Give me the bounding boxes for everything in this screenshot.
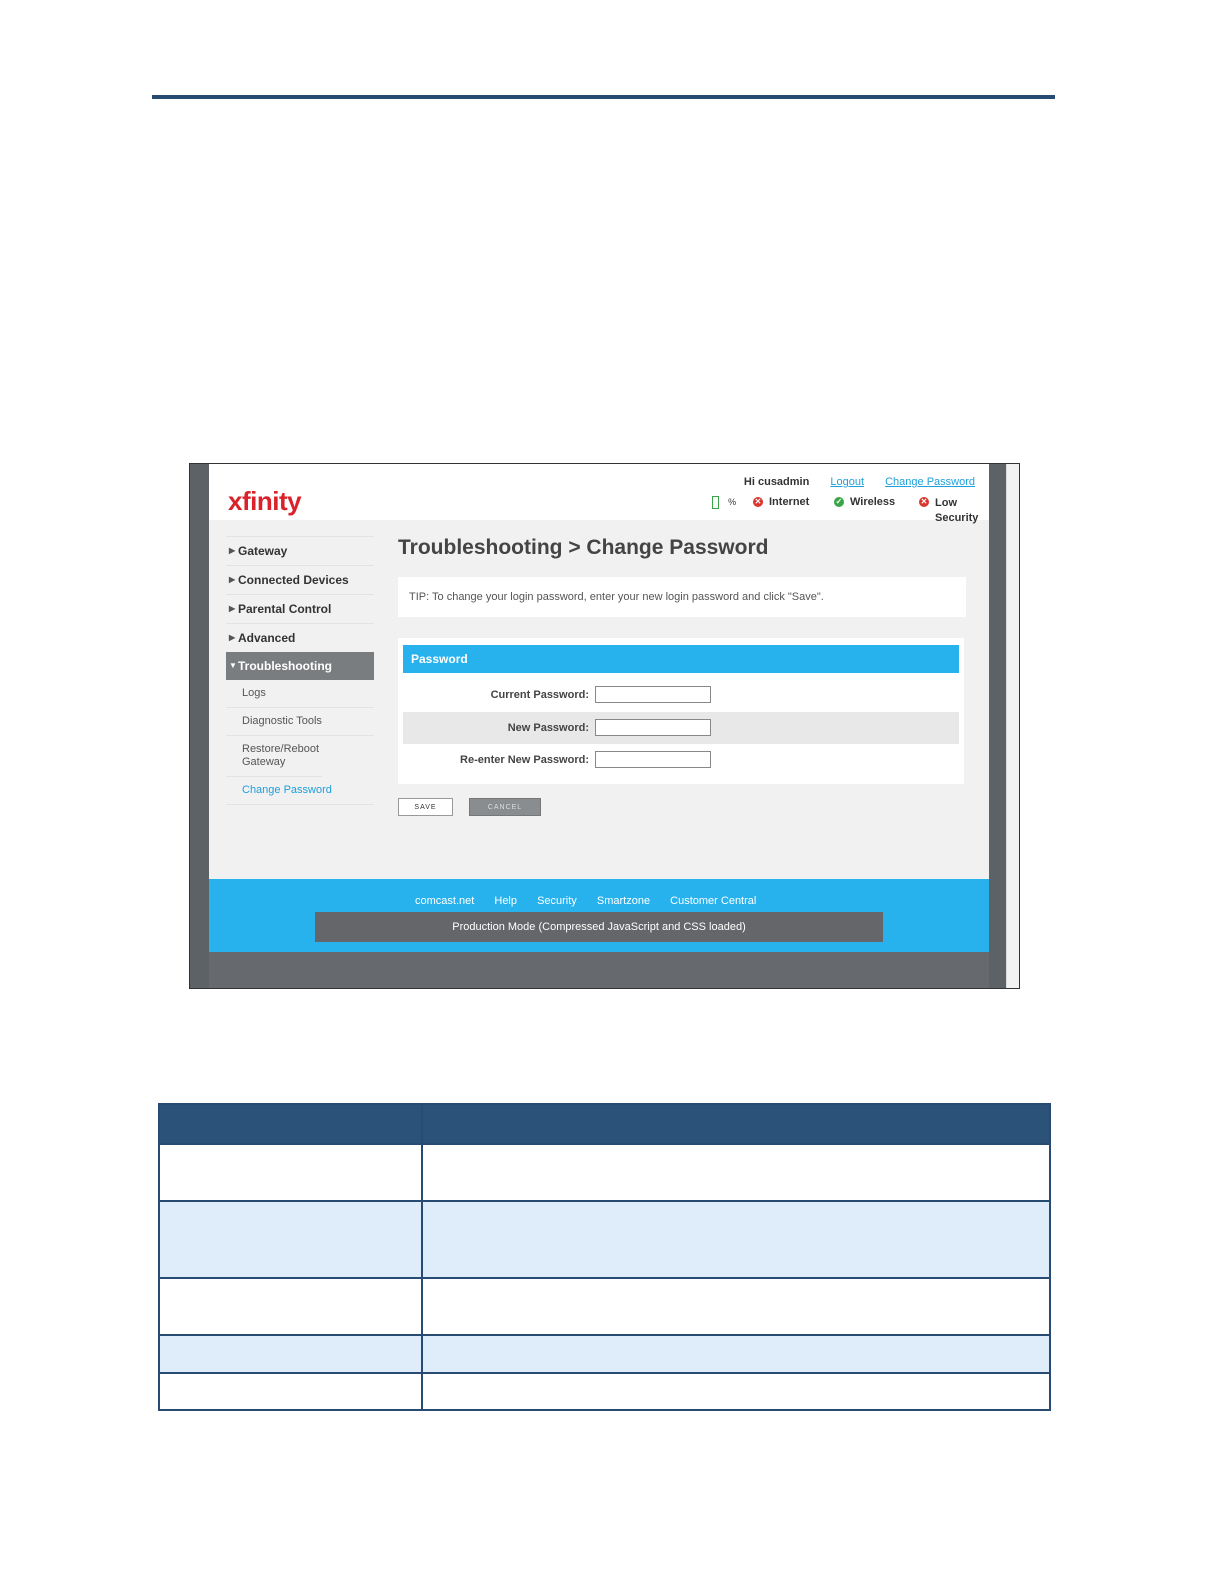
tip-box: TIP: To change your login password, enter your new login password and click "Save".: [398, 577, 966, 617]
sidebar: [226, 536, 374, 805]
table-cell: [422, 1201, 1050, 1278]
password-panel: [398, 638, 964, 784]
caret-right-icon: ▶: [229, 633, 236, 642]
sidebar-item-label: Advanced: [238, 631, 296, 645]
caret-right-icon: ▶: [229, 604, 236, 613]
cancel-button[interactable]: CANCEL: [469, 798, 541, 816]
scrollbar[interactable]: [1006, 464, 1019, 988]
user-bar: [726, 476, 975, 488]
current-password-row: [403, 679, 959, 711]
page-footer: [209, 879, 989, 952]
reenter-password-row: [403, 744, 959, 776]
new-password-input[interactable]: [595, 719, 711, 736]
xfinity-logo: xfinity: [228, 486, 302, 516]
wireless-label: Wireless: [850, 496, 896, 508]
table-header-row: [159, 1104, 1050, 1144]
table-cell: [159, 1278, 422, 1335]
error-icon: ✕: [754, 497, 762, 507]
new-password-label: New Password:: [507, 722, 589, 734]
ok-icon: ✓: [835, 497, 843, 507]
table-header-cell: [159, 1104, 422, 1144]
table-row: [159, 1373, 1050, 1410]
new-password-row: [403, 712, 959, 744]
panel-header: Password: [403, 645, 959, 673]
sidebar-item-label: Gateway: [238, 544, 288, 558]
table-cell: [159, 1201, 422, 1278]
table-cell: [422, 1144, 1050, 1201]
footer-link-comcast[interactable]: comcast.net: [415, 895, 475, 907]
footer-link-customer-central[interactable]: Customer Central: [670, 895, 757, 907]
caret-right-icon: ▶: [229, 546, 236, 555]
gateway-page: [209, 464, 989, 952]
table-row: [159, 1335, 1050, 1373]
table-cell: [422, 1373, 1050, 1410]
table-cell: [159, 1335, 422, 1373]
security-label: Low Security: [935, 497, 979, 524]
top-rule: [152, 95, 1055, 99]
table-cell: [422, 1335, 1050, 1373]
greeting: Hi cusadmin: [743, 476, 810, 488]
save-button[interactable]: SAVE: [398, 798, 453, 816]
description-table: [158, 1103, 1051, 1411]
production-mode-bar: Production Mode (Compressed JavaScript and CSS loaded): [315, 912, 883, 942]
battery-status: [712, 496, 736, 509]
table-row: [159, 1201, 1050, 1278]
sidebar-subitem-restore-reboot[interactable]: Restore/Reboot Gateway: [226, 736, 322, 777]
sidebar-item-connected-devices[interactable]: [226, 565, 374, 594]
battery-text: %: [728, 497, 737, 508]
page-title: Troubleshooting > Change Password: [398, 536, 769, 559]
security-status: [919, 496, 981, 526]
sidebar-item-troubleshooting[interactable]: [226, 652, 374, 680]
footer-link-security[interactable]: Security: [537, 895, 577, 907]
reenter-password-input[interactable]: [595, 751, 711, 768]
table-cell: [159, 1144, 422, 1201]
sidebar-item-advanced[interactable]: [226, 623, 374, 652]
caret-right-icon: ▶: [229, 575, 236, 584]
footer-link-help[interactable]: Help: [494, 895, 517, 907]
error-icon: ✕: [920, 497, 928, 507]
sidebar-item-label: Parental Control: [238, 602, 332, 616]
caret-down-icon: ▼: [229, 661, 237, 670]
window-margin-left: [190, 464, 209, 988]
internet-label: Internet: [769, 496, 810, 508]
current-password-label: Current Password:: [490, 689, 589, 701]
footer-links: [415, 895, 773, 907]
sidebar-item-label: Troubleshooting: [238, 659, 332, 673]
sidebar-subitem-change-password[interactable]: Change Password: [226, 777, 374, 805]
internet-status: [753, 496, 809, 508]
table-row: [159, 1144, 1050, 1201]
current-password-input[interactable]: [595, 686, 711, 703]
sidebar-subitem-diagnostic-tools[interactable]: Diagnostic Tools: [226, 708, 374, 736]
table-row: [159, 1278, 1050, 1335]
sidebar-subitem-logs[interactable]: Logs: [226, 680, 374, 708]
sidebar-item-label: Connected Devices: [238, 573, 349, 587]
table-cell: [422, 1278, 1050, 1335]
table-header-cell: [422, 1104, 1050, 1144]
footer-link-smartzone[interactable]: Smartzone: [596, 895, 651, 907]
page-header: [209, 464, 989, 524]
sidebar-item-gateway[interactable]: [226, 536, 374, 565]
sidebar-item-parental-control[interactable]: [226, 594, 374, 623]
reenter-password-label: Re-enter New Password:: [460, 754, 589, 766]
change-password-link[interactable]: Change Password: [885, 476, 975, 488]
wireless-status: [834, 496, 895, 508]
logout-link[interactable]: Logout: [830, 476, 865, 488]
table-cell: [159, 1373, 422, 1410]
screenshot-frame: [189, 463, 1020, 989]
battery-icon: [712, 496, 719, 509]
